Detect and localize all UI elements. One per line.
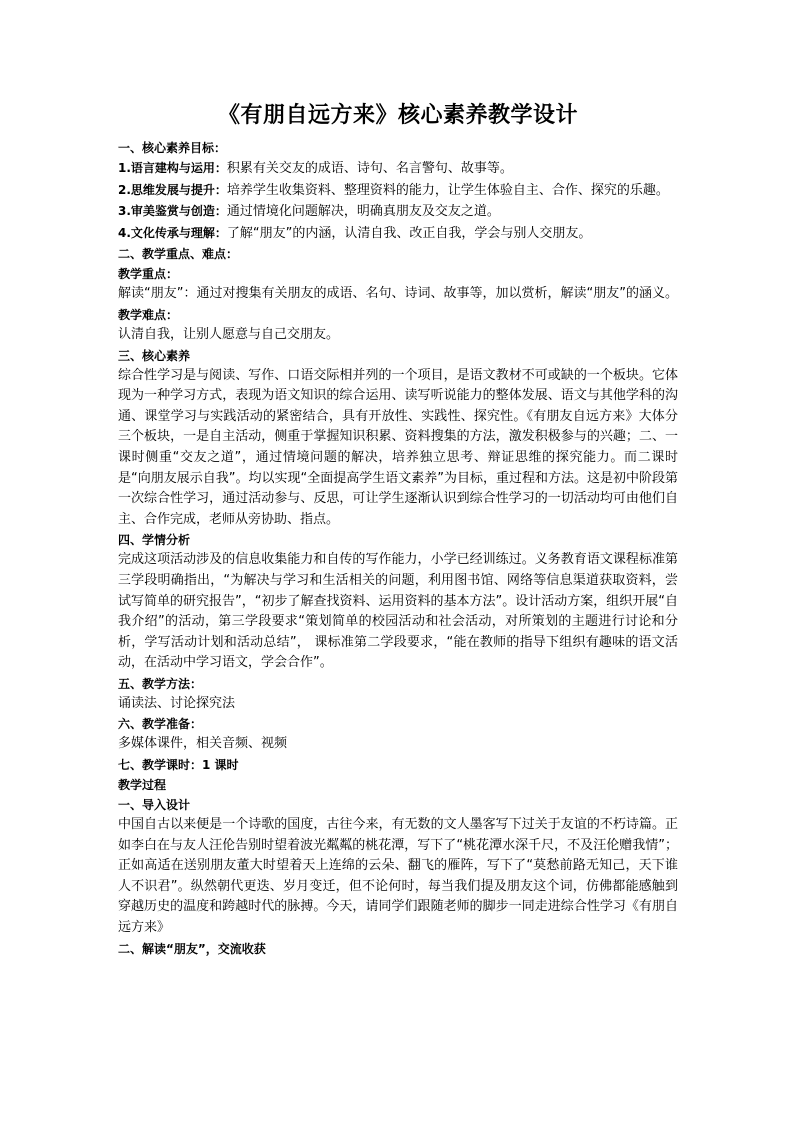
goal-text: 培养学生收集资料、整理资料的能力，让学生体验自主、合作、探究的乐趣。 [226, 182, 669, 198]
process-heading: 教学过程 [118, 778, 167, 793]
section-hours-heading: 七、教学课时：1 课时 [118, 758, 239, 773]
goal-text: 了解“朋友”的内涵，认清自我、改正自我，学会与别人交朋友。 [226, 225, 592, 241]
section-goals-heading: 一、核心素养目标： [118, 141, 227, 155]
document-page [118, 100, 678, 959]
goal-label: 1.语言建构与运用： [118, 161, 227, 175]
document-title: 《有朋自远方来》核心素养教学设计 [217, 103, 578, 128]
goal-text: 通过情境化问题解决，明确真朋友及交友之道。 [226, 204, 500, 220]
goal-item [118, 180, 678, 202]
focus-label: 教学重点： [118, 267, 179, 282]
section-focus-heading: 二、教学重点、难点： [118, 247, 239, 262]
difficulty-text: 认清自我，让别人愿意与自己交朋友。 [118, 326, 340, 342]
goal-item [118, 223, 678, 245]
interpret-heading: 二、解读“朋友”，交流收获 [118, 941, 266, 956]
goal-text: 积累有关交友的成语、诗句、名言警句、故事等。 [226, 161, 513, 176]
goal-item [118, 158, 678, 180]
prep-text: 多媒体课件，相关音频、视频 [118, 736, 288, 752]
focus-text: 解读“朋友”：通过对搜集有关朋友的成语、名句、诗词、故事等，加以赏析，解读“朋友”的涵义。 [118, 286, 678, 302]
difficulty-label: 教学难点： [118, 307, 179, 322]
goal-label: 2.思维发展与提升： [118, 182, 227, 197]
section-prep-heading: 六、教学准备： [118, 717, 203, 732]
section-core-heading: 三、核心素养 [118, 348, 191, 363]
section-analysis-heading: 四、学情分析 [118, 533, 191, 548]
goal-label: 3.审美鉴赏与创造： [118, 204, 227, 219]
section-methods-heading: 五、教学方法： [118, 676, 203, 691]
intro-paragraph: 中国自古以来便是一个诗歌的国度，古往今来，有无数的文人墨客写下过关于友谊的不朽诗篇。正如李白在与友人汪伦告别时望着波光粼粼的桃花潭，写下了“桃花潭水深千尺，不及汪伦赠我情”；正如高适在送别朋友董大时望着天上连绵的云朵、翻飞的雁阵，写下了“莫愁前路无知己，天下谁人不识君”。纵然朝代更迭、岁月变迁，但不论何时，每当我们提及朋友这个词，仿佛都能感触到穿越历史的温度和跨越时代的脉搏。今天，请同学们跟随老师的脚步一同走进综合性学习《有朋自远方来》 [118, 817, 678, 936]
goal-label: 4.文化传承与理解： [118, 225, 227, 240]
intro-heading: 一、导入设计 [118, 798, 191, 813]
methods-text: 诵读法、讨论探究法 [118, 695, 236, 711]
analysis-paragraph: 完成这项活动涉及的信息收集能力和自传的写作能力，小学已经训练过。义务教育语文课程标准第三学段明确指出，“为解决与学习和生活相关的问题，利用图书馆、网络等信息渠道获取资料，尝试写简单的研究报告”，“初步了解查找资料、运用资料的基本方法”。设计活动方案，组织开展“自我介绍”的活动，第三学段要求“策划简单的校园活动和社会活动，对所策划的主题进行讨论和分析，学写活动计划和活动总结”， 课标准第二学段要求，“能在教师的指导下组织有趣味的语文活动，在活动中学习语文，学会合作”。 [118, 552, 678, 671]
goal-item [118, 201, 678, 223]
core-paragraph: 综合性学习是与阅读、写作、口语交际相并列的一个项目，是语文教材不可或缺的一个板块。它体现为一种学习方式，表现为语文知识的综合运用、读写听说能力的整体发展、语文与其他学科的沟通、课堂学习与实践活动的紧密结合，具有开放性、实践性、探究性。《有朋友自远方来》大体分三个板块，一是自主活动，侧重于掌握知识积累、资料搜集的方法，激发积极参与的兴趣；二、一课时侧重“交友之道”，通过情境问题的解决，培养独立思考、辩证思维的探究能力。而二课时是“向朋友展示自我”。均以实现“全面提高学生语文素养”为目标，重过程和方法。这是初中阶段第一次综合性学习，通过活动参与、反思，可让学生逐渐认识到综合性学习的一切活动均可由他们自主、合作完成，老师从旁协助、指点。 [118, 367, 678, 527]
